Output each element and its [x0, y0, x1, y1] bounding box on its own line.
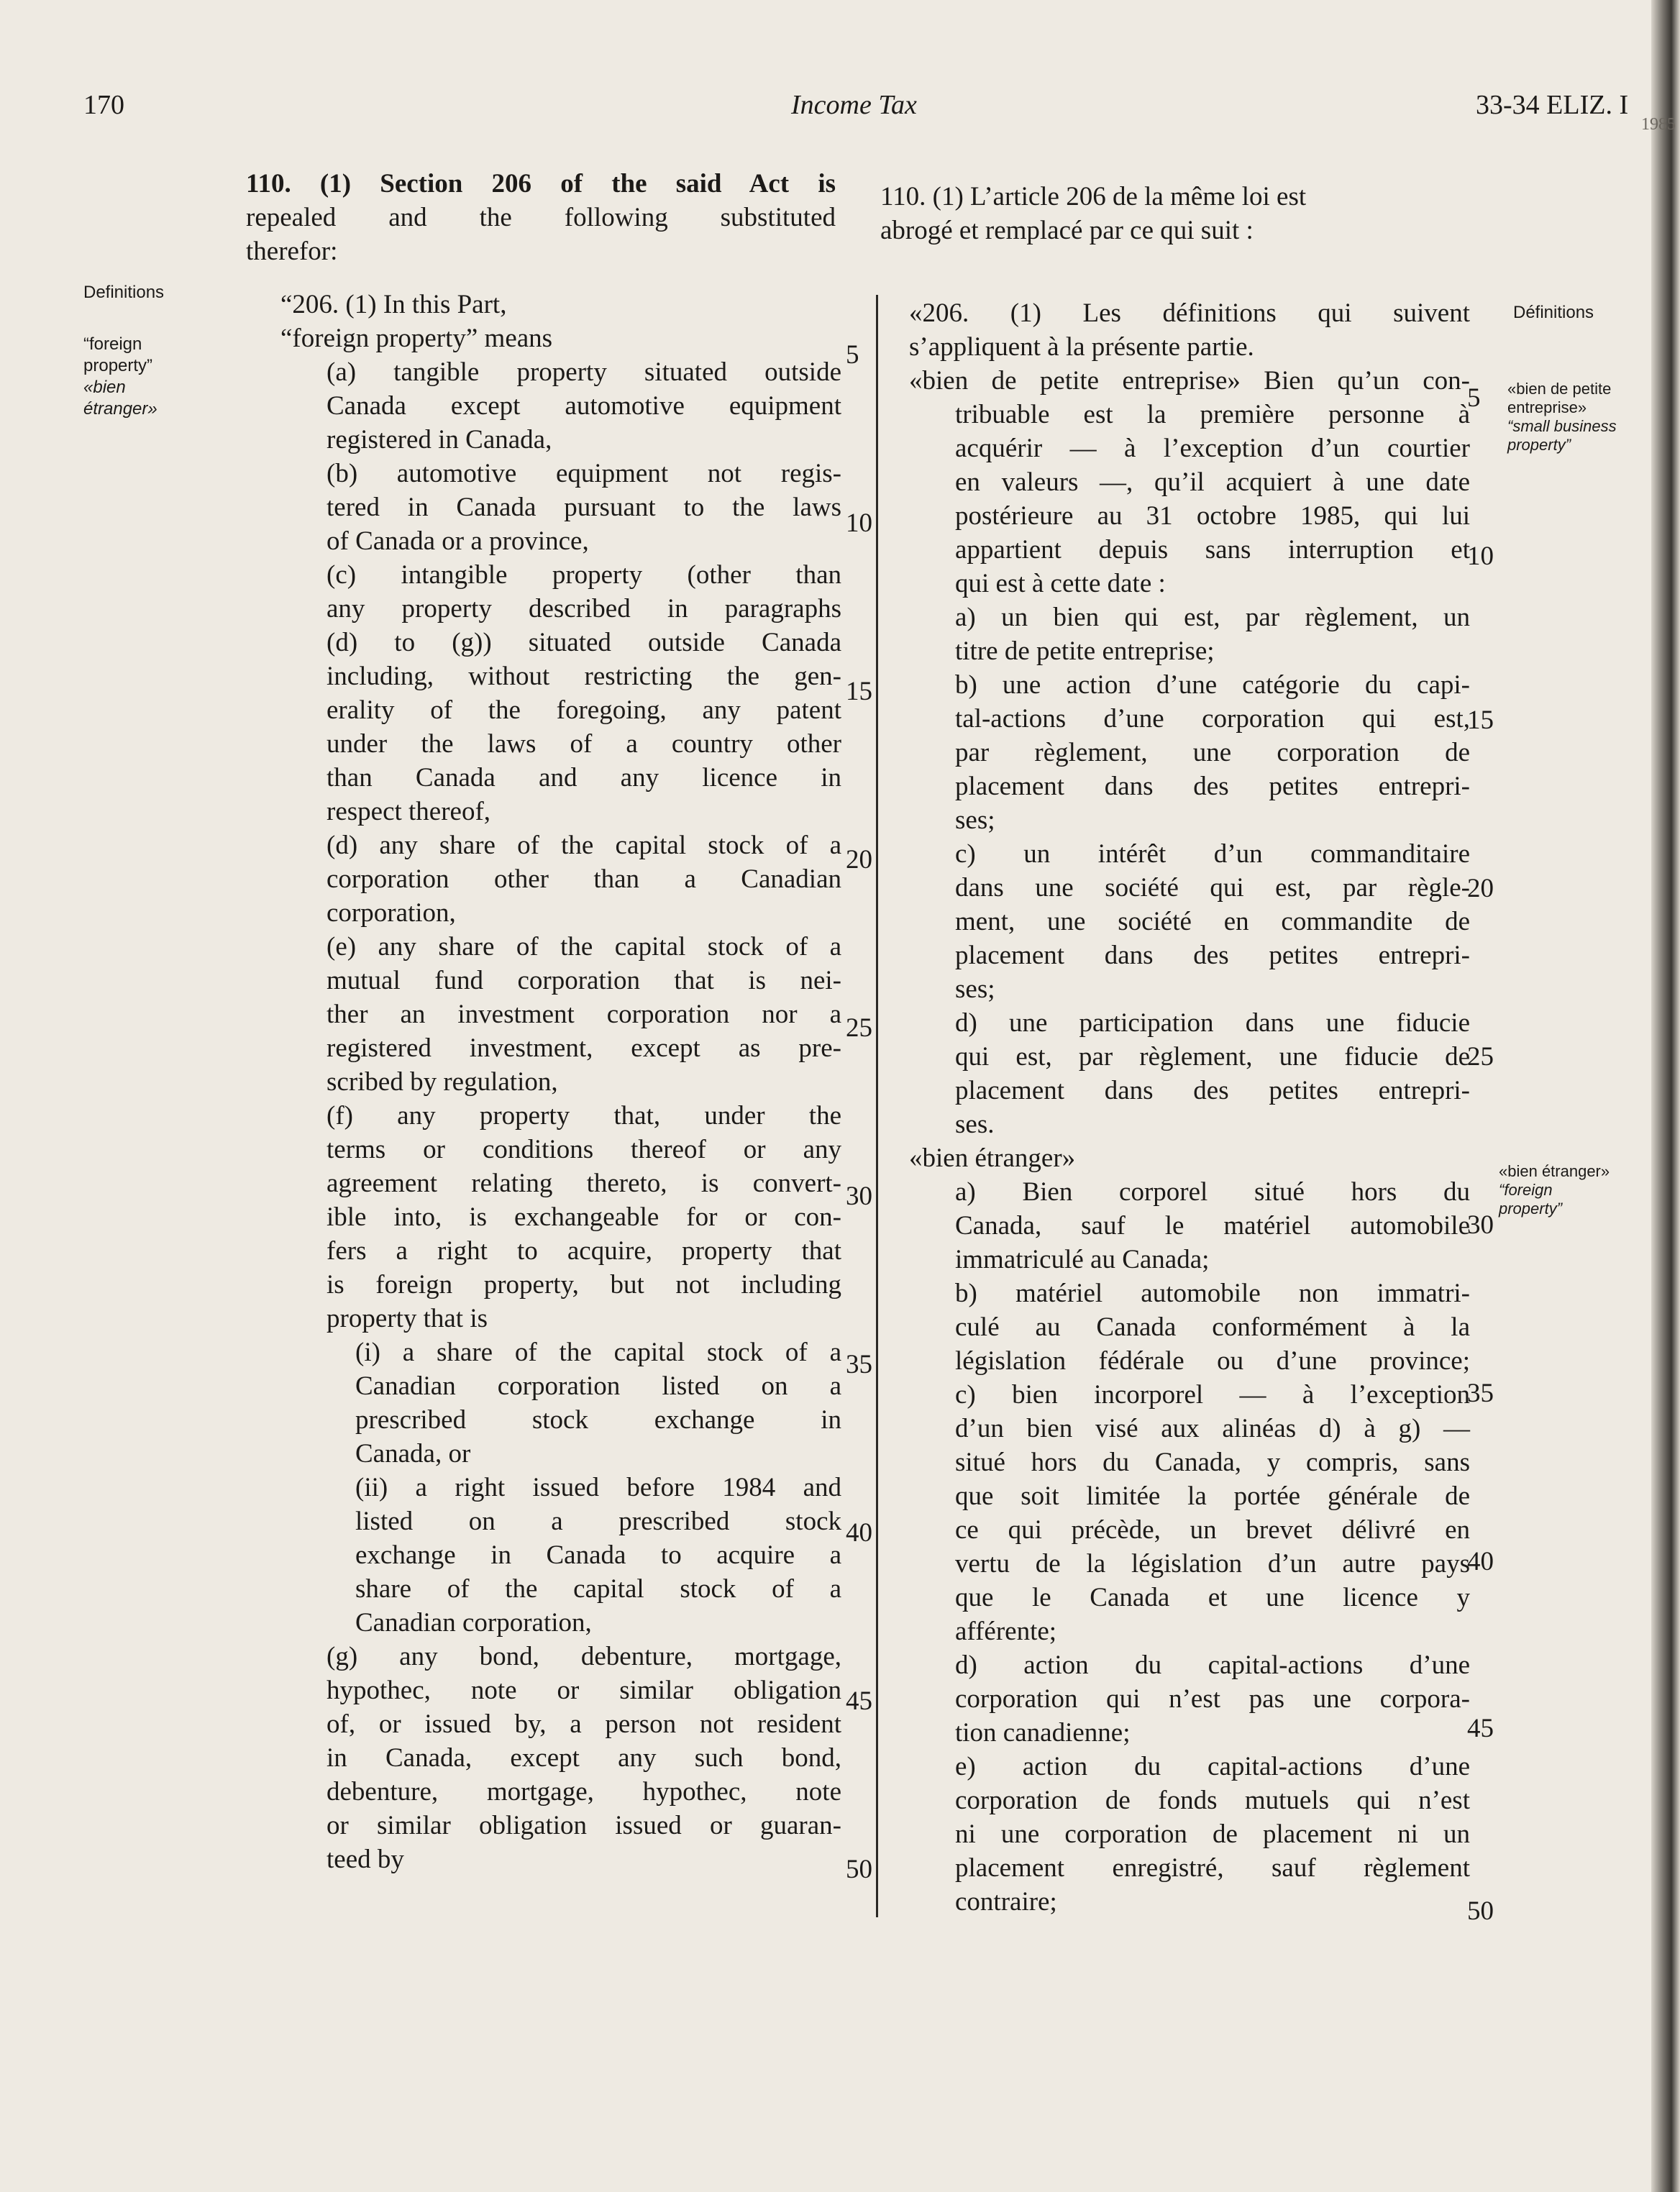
- margin-be-2: “foreign: [1499, 1181, 1553, 1199]
- english-line: fers a right to acquire, property that: [327, 1236, 841, 1266]
- english-line: hypothec, note or similar obligation: [327, 1676, 841, 1705]
- french-line: acquérir — à l’exception d’un courtier: [955, 434, 1470, 463]
- english-line: Canada, or: [355, 1439, 471, 1469]
- french-line: en valeurs —, qu’il acquiert à une date: [955, 467, 1470, 497]
- margin-bien-etranger: [1499, 1162, 1610, 1218]
- line-number: 40: [1467, 1547, 1494, 1576]
- margin-sbp-1: «bien de petite: [1507, 380, 1612, 398]
- french-line: a) un bien qui est, par règlement, un: [955, 603, 1470, 632]
- english-line: Canada except automotive equipment: [327, 391, 841, 421]
- french-line: législation fédérale ou d’une province;: [955, 1346, 1470, 1376]
- english-line: registered investment, except as pre-: [327, 1033, 841, 1063]
- line-number: 50: [846, 1855, 872, 1884]
- margin-sbp-3: “small business: [1507, 417, 1617, 435]
- english-line: ible into, is exchangeable for or con-: [327, 1202, 841, 1232]
- line-number: 25: [846, 1013, 872, 1043]
- french-line: par règlement, une corporation de: [955, 738, 1470, 767]
- french-line: d’un bien visé aux alinéas d) à g) —: [955, 1414, 1470, 1443]
- margin-sbp-2: entreprise»: [1507, 398, 1587, 416]
- french-intro-line: 110. (1) L’article 206 de la même loi est: [880, 182, 1307, 211]
- line-number: 25: [1467, 1042, 1494, 1072]
- french-line: ses;: [955, 974, 995, 1004]
- english-line: of Canada or a province,: [327, 526, 589, 556]
- line-number: 20: [846, 845, 872, 874]
- french-line: ce qui précède, un brevet délivré en: [955, 1515, 1470, 1545]
- line-number: 45: [846, 1686, 872, 1716]
- column-divider: [876, 295, 878, 1917]
- page-number: 170: [83, 90, 124, 120]
- line-number: 45: [1467, 1714, 1494, 1743]
- french-line: qui est, par règlement, une fiducie de: [955, 1042, 1470, 1072]
- french-line: «206. (1) Les définitions qui suivent: [909, 298, 1470, 328]
- french-line: Canada, sauf le matériel automobile: [955, 1211, 1470, 1241]
- margin-foreign-en2: property”: [83, 356, 153, 375]
- english-line: scribed by regulation,: [327, 1067, 558, 1097]
- english-line: (ii) a right issued before 1984 and: [355, 1473, 841, 1502]
- french-column: [909, 296, 1470, 1919]
- french-line: c) un intérêt d’un commanditaire: [955, 839, 1470, 869]
- french-line: tribuable est la première personne à: [955, 400, 1470, 429]
- english-line: tered in Canada pursuant to the laws: [327, 493, 841, 522]
- english-line: (d) any share of the capital stock of a: [327, 831, 841, 860]
- french-line: culé au Canada conformément à la: [955, 1312, 1470, 1342]
- english-line: (i) a share of the capital stock of a: [355, 1338, 841, 1367]
- french-line: immatriculé au Canada;: [955, 1245, 1210, 1274]
- english-line: share of the capital stock of a: [355, 1574, 841, 1604]
- english-line: corporation other than a Canadian: [327, 864, 841, 894]
- english-intro-line: 110. (1) Section 206 of the said Act is: [246, 169, 836, 198]
- margin-foreign-en: “foreign: [83, 334, 142, 354]
- line-number: 15: [846, 677, 872, 706]
- line-number: 10: [846, 508, 872, 538]
- french-line: dans une société qui est, par règle-: [955, 873, 1470, 903]
- margin-foreign-fr2: étranger»: [83, 399, 158, 419]
- english-line: “foreign property” means: [280, 324, 553, 353]
- french-line: corporation qui n’est pas une corpora-: [955, 1684, 1470, 1714]
- french-line: que le Canada et une licence y: [955, 1583, 1470, 1612]
- english-line: agreement relating thereto, is convert-: [327, 1169, 841, 1198]
- bleed-year: 1985: [1641, 115, 1676, 134]
- page-binding-edge: [1651, 0, 1680, 2192]
- english-line: in Canada, except any such bond,: [327, 1743, 841, 1773]
- english-line: of, or issued by, a person not resident: [327, 1709, 841, 1739]
- french-line: c) bien incorporel — à l’exception: [955, 1380, 1470, 1410]
- line-number: 5: [1467, 383, 1481, 413]
- french-line: vertu de la législation d’un autre pays: [955, 1549, 1470, 1579]
- english-line: terms or conditions thereof or any: [327, 1135, 841, 1164]
- french-line: b) une action d’une catégorie du capi-: [955, 670, 1470, 700]
- margin-definitions-fr: Définitions: [1513, 303, 1594, 322]
- line-number: 20: [1467, 874, 1494, 903]
- english-line: (e) any share of the capital stock of a: [327, 932, 841, 962]
- english-intro-line: repealed and the following substituted: [246, 203, 836, 232]
- french-line: ses.: [955, 1110, 995, 1139]
- french-intro: [880, 180, 1470, 247]
- line-number: 50: [1467, 1896, 1494, 1926]
- margin-definitions: Definitions: [83, 283, 165, 302]
- margin-foreign-property: [83, 334, 158, 420]
- french-line: placement dans des petites entrepri-: [955, 772, 1470, 801]
- margin-sbp-4: property”: [1507, 436, 1571, 454]
- running-title: Income Tax: [791, 90, 917, 120]
- english-line: (b) automotive equipment not regis-: [327, 459, 841, 488]
- french-line: ni une corporation de placement ni un: [955, 1819, 1470, 1849]
- french-line: e) action du capital-actions d’une: [955, 1752, 1470, 1781]
- french-line: tion canadienne;: [955, 1718, 1131, 1748]
- english-line: any property described in paragraphs: [327, 594, 841, 624]
- english-column: [280, 288, 841, 1876]
- english-line: than Canada and any licence in: [327, 763, 841, 793]
- french-line: tal-actions d’une corporation qui est,: [955, 704, 1470, 734]
- english-intro-line: therefor:: [246, 237, 338, 266]
- line-number: 40: [846, 1518, 872, 1548]
- english-line: prescribed stock exchange in: [355, 1405, 841, 1435]
- english-line: erality of the foregoing, any patent: [327, 695, 841, 725]
- english-line: registered in Canada,: [327, 425, 552, 455]
- line-number: 10: [1467, 542, 1494, 571]
- line-number: 15: [1467, 705, 1494, 735]
- margin-small-business: [1507, 380, 1617, 455]
- english-line: (g) any bond, debenture, mortgage,: [327, 1642, 841, 1671]
- french-line: ses;: [955, 805, 995, 835]
- french-line: que soit limitée la portée générale de: [955, 1481, 1470, 1511]
- english-line: or similar obligation issued or guaran-: [327, 1811, 841, 1840]
- line-number: 35: [846, 1350, 872, 1379]
- line-number: 5: [846, 340, 859, 370]
- english-line: listed on a prescribed stock: [355, 1507, 841, 1536]
- margin-be-3: property”: [1499, 1200, 1563, 1218]
- french-line: «bien étranger»: [909, 1143, 1076, 1173]
- french-line: titre de petite entreprise;: [955, 636, 1215, 666]
- french-line: contraire;: [955, 1887, 1057, 1917]
- french-line: b) matériel automobile non immatri-: [955, 1279, 1470, 1308]
- french-line: postérieure au 31 octobre 1985, qui lui: [955, 501, 1470, 531]
- english-line: is foreign property, but not including: [327, 1270, 841, 1300]
- french-line: a) Bien corporel situé hors du: [955, 1177, 1470, 1207]
- english-line: respect thereof,: [327, 797, 491, 826]
- english-intro: [246, 167, 836, 268]
- english-line: under the laws of a country other: [327, 729, 841, 759]
- english-line: (c) intangible property (other than: [327, 560, 841, 590]
- english-line: (f) any property that, under the: [327, 1101, 841, 1131]
- line-number: 30: [846, 1182, 872, 1211]
- french-line: situé hors du Canada, y compris, sans: [955, 1448, 1470, 1477]
- french-line: s’appliquent à la présente partie.: [909, 332, 1254, 362]
- margin-be-1: «bien étranger»: [1499, 1162, 1610, 1180]
- french-line: corporation de fonds mutuels qui n’est: [955, 1786, 1470, 1815]
- english-line: Canadian corporation,: [355, 1608, 592, 1638]
- english-line: “206. (1) In this Part,: [280, 290, 507, 319]
- english-line: property that is: [327, 1304, 488, 1333]
- french-line: placement dans des petites entrepri-: [955, 1076, 1470, 1105]
- english-line: including, without restricting the gen-: [327, 662, 841, 691]
- margin-foreign-fr: «bien: [83, 378, 126, 397]
- french-intro-line: abrogé et remplacé par ce qui suit :: [880, 216, 1254, 245]
- french-line: ment, une société en commandite de: [955, 907, 1470, 936]
- french-line: d) action du capital-actions d’une: [955, 1650, 1470, 1680]
- french-line: appartient depuis sans interruption et: [955, 535, 1470, 565]
- line-number: 30: [1467, 1210, 1494, 1240]
- french-line: placement dans des petites entrepri-: [955, 941, 1470, 970]
- english-line: teed by: [327, 1845, 404, 1874]
- english-line: Canadian corporation listed on a: [355, 1371, 841, 1401]
- english-line: debenture, mortgage, hypothec, note: [327, 1777, 841, 1807]
- english-line: (a) tangible property situated outside: [327, 357, 841, 387]
- french-line: «bien de petite entreprise» Bien qu’un con-: [909, 366, 1470, 396]
- french-line: qui est à cette date :: [955, 569, 1166, 598]
- french-line: d) une participation dans une fiducie: [955, 1008, 1470, 1038]
- english-line: mutual fund corporation that is nei-: [327, 966, 841, 995]
- english-line: (d) to (g)) situated outside Canada: [327, 628, 841, 657]
- english-line: corporation,: [327, 898, 456, 928]
- session-label: 33-34 ELIZ. I: [1476, 90, 1629, 120]
- french-line: placement enregistré, sauf règlement: [955, 1853, 1470, 1883]
- french-line: afférente;: [955, 1617, 1057, 1646]
- english-line: ther an investment corporation nor a: [327, 1000, 841, 1029]
- english-line: exchange in Canada to acquire a: [355, 1540, 841, 1570]
- line-number: 35: [1467, 1379, 1494, 1408]
